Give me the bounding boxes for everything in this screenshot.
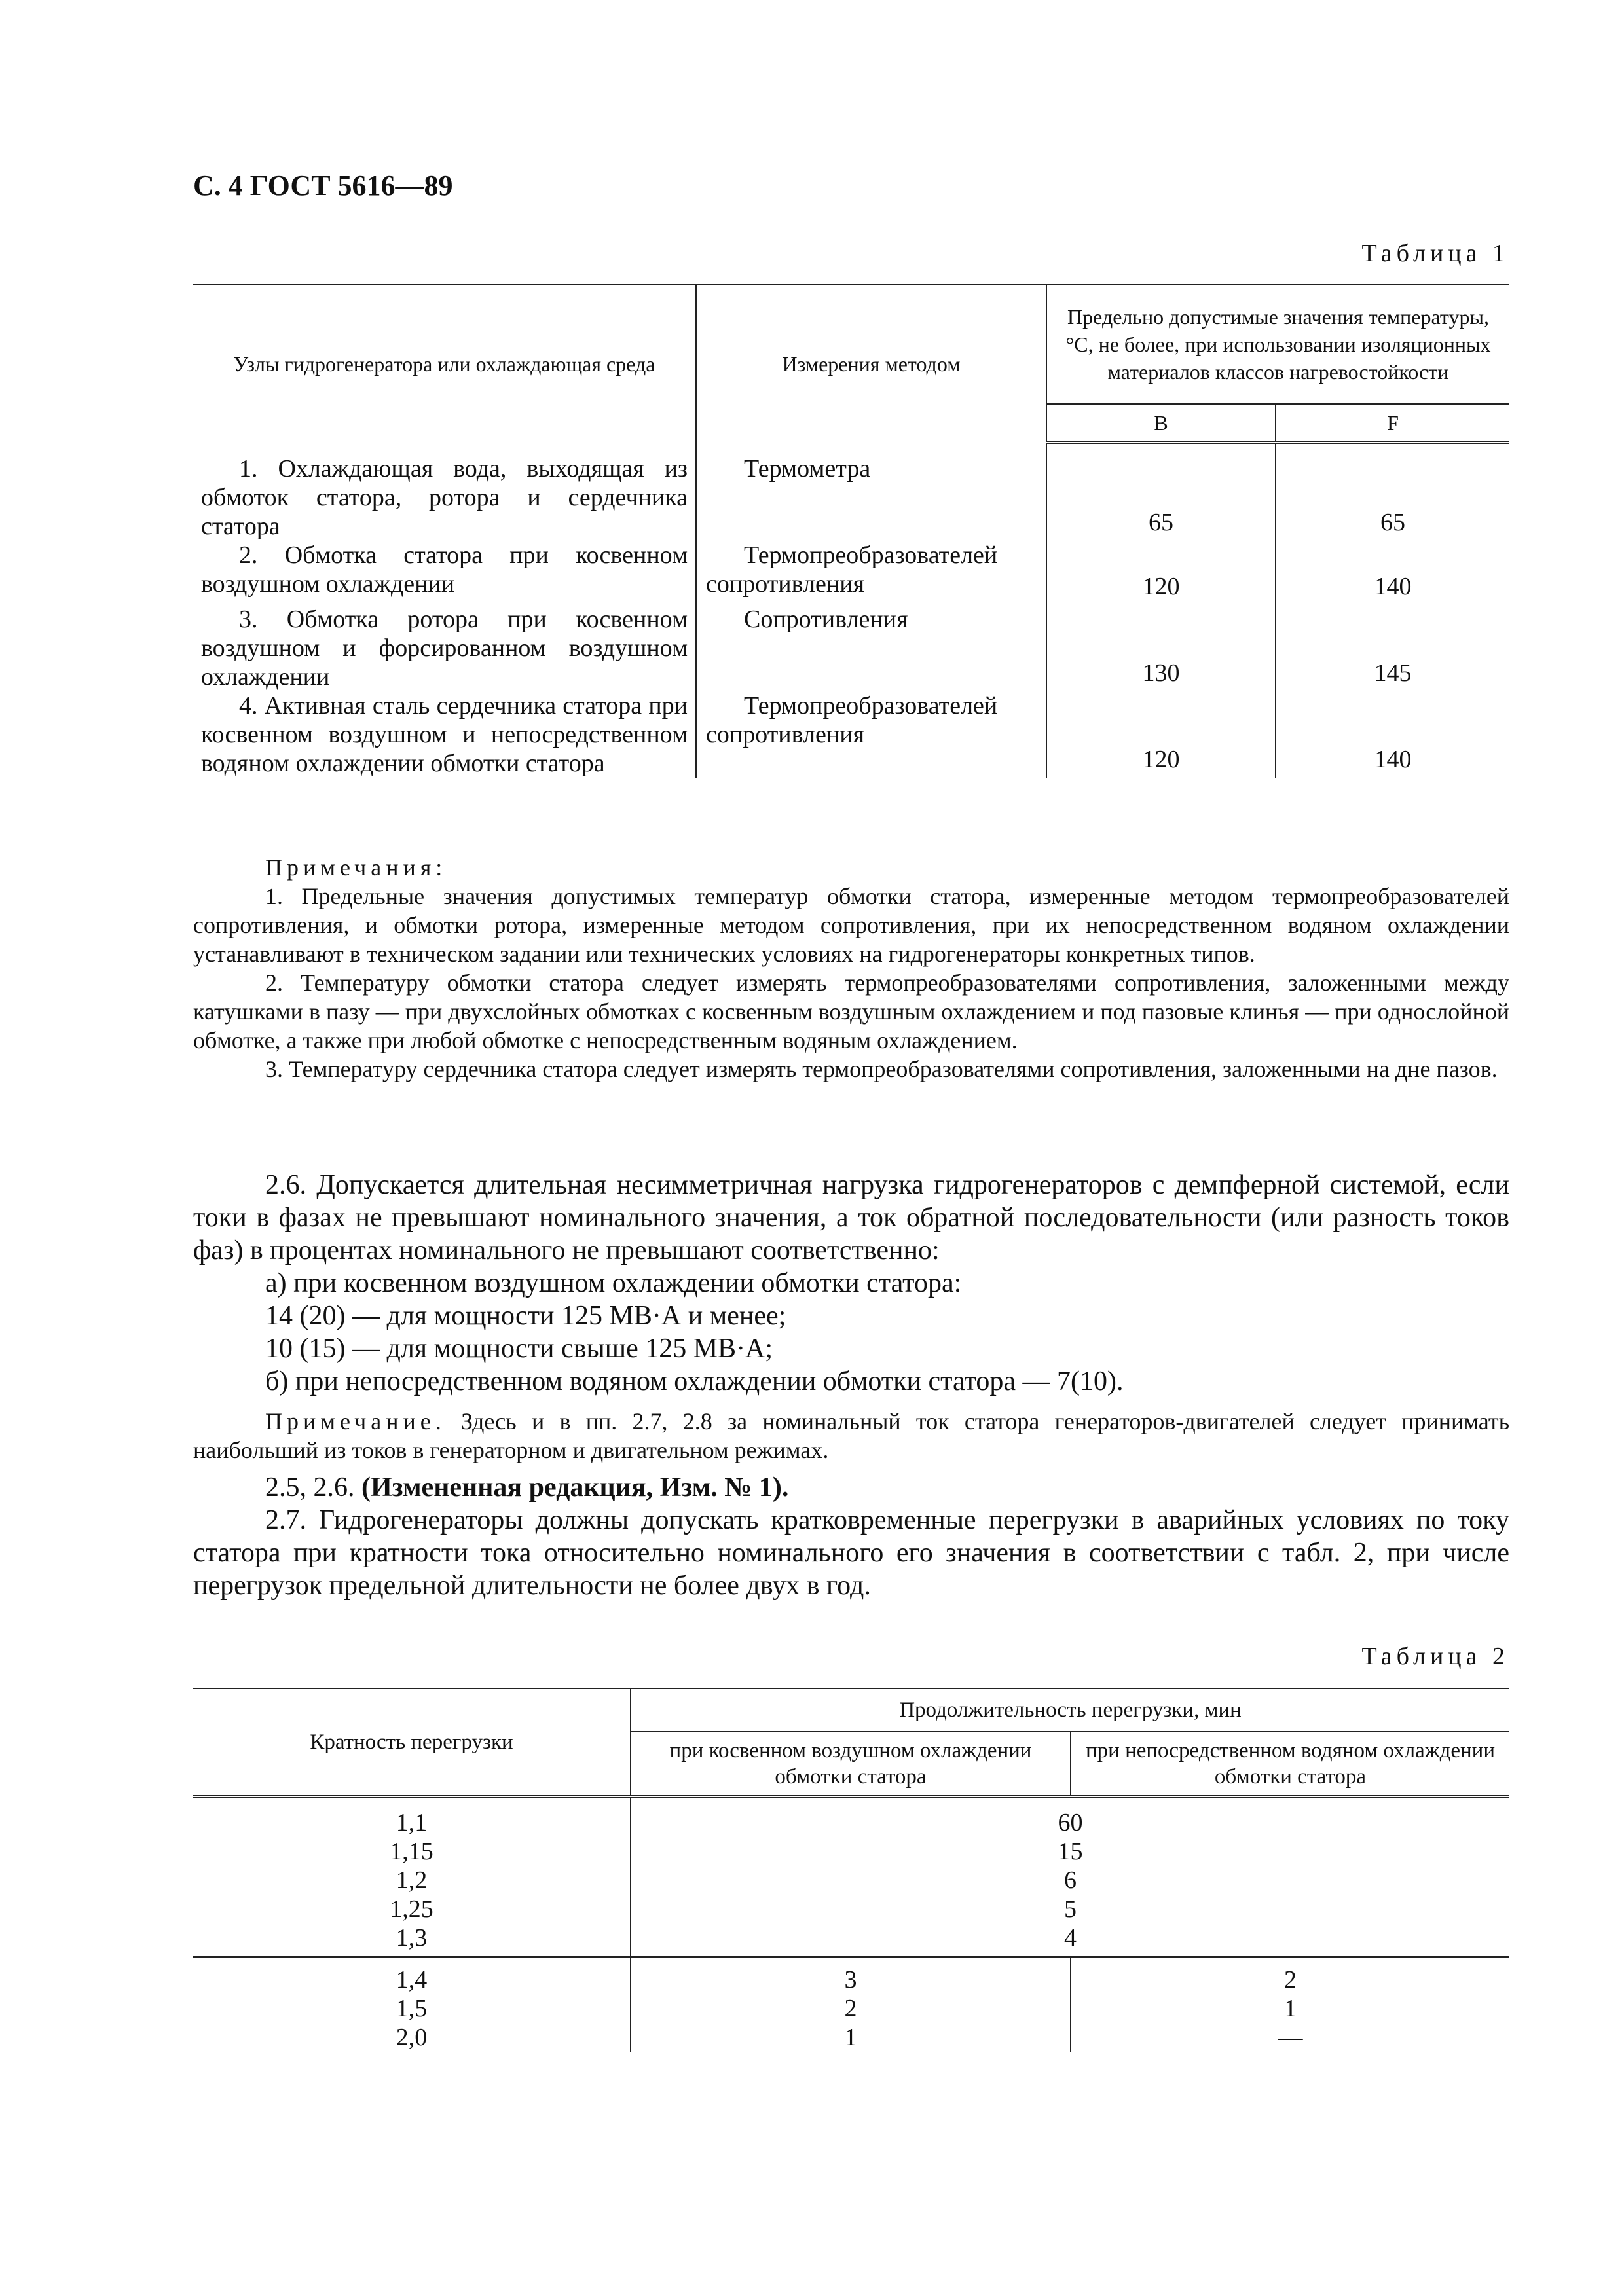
t1-b: 130 [1046,605,1276,691]
edit-note [193,1471,1509,1504]
ratio-value: 1,2 [396,1867,428,1894]
t1-b: 65 [1046,443,1276,541]
notes-heading: Примечания: [265,854,447,881]
t1-method: Сопротивления [696,605,1046,691]
paragraph: 2.7. Гидрогенераторы должны допускать кратковременные перегрузки в аварийных условиях по току статора при кратности тока относительно номинального его значения в соответствии с табл. 2, при числе перегрузок предельной длительности не более двух в год. [193,1505,1509,1601]
t1-header-b: B [1046,404,1276,443]
note-text: Здесь и в пп. 2.7, 2.8 за номинальный ток статора генераторов-двигателей следует принимать наибольший из токов в генераторном и двигательном режимах. [193,1408,1509,1463]
t1-node: 1. Охлаждающая вода, выходящая из обмоток статора, ротора и сердечника статора [201,455,688,540]
t1-method: Термопреобразователей сопротивления [696,691,1046,778]
t1-b: 120 [1046,541,1276,605]
t1-header-node: Узлы гидрогенератора или охлаждающая среда [193,285,696,443]
duration-value: 5 [1064,1895,1077,1923]
t1-header-limit: Предельно допустимые значения температуры, °С, не более, при использовании изоляционных материалов классов нагревостойкости [1046,285,1509,404]
duration-value: 6 [1064,1867,1077,1894]
note-item: 2. Температуру обмотки статора следует измерять термопреобразователями сопротивления, заложенными между катушками в пазу — при двухслойных обмотках с косвенным воздушным охлаждением и под пазовые клинья — при однослойной обмотке, а также при любой обмотке с непосредственным водяным охлаждением. [193,970,1509,1053]
ratio-value: 1,3 [396,1924,428,1952]
ratio-value: 1,25 [390,1895,433,1923]
edit-prefix: 2.5, 2.6. [265,1472,361,1503]
t2-header-ratio: Кратность перегрузки [193,1688,631,1796]
t1-node: 2. Обмотка статора при косвенном воздушном охлаждении [201,541,688,598]
duration-value: 1 [844,2024,857,2051]
note-label: Примечание. [265,1408,446,1434]
t1-method: Термопреобразователей сопротивления [696,541,1046,605]
table1-notes [193,853,1509,1084]
t2-header-indirect: при косвенном воздушном охлаждении обмотки статора [631,1732,1071,1796]
ratio-value: 1,4 [396,1966,428,1994]
t1-method: Термометра [696,443,1046,541]
table-row [193,691,1509,778]
duration-value: 60 [1058,1809,1083,1836]
duration-value: 15 [1058,1838,1083,1865]
table2-caption: Таблица 2 [1361,1643,1509,1670]
ratio-value: 2,0 [396,2024,428,2051]
duration-value: 1 [1284,1995,1297,2022]
t2-ratios-group1 [193,1796,631,1957]
t2-direct-group2 [1071,1957,1509,2052]
duration-value: 4 [1064,1924,1077,1952]
edit-bold: (Измененная редакция, Изм. № 1). [361,1472,789,1503]
duration-value: 3 [844,1966,857,1994]
t2-header-duration: Продолжительность перегрузки, мин [631,1688,1509,1732]
table-row [193,1957,1509,2052]
t1-b: 120 [1046,691,1276,778]
ratio-value: 1,15 [390,1838,433,1865]
list-item: 10 (15) — для мощности свыше 125 МВ·А; [265,1334,773,1364]
table-row [193,605,1509,691]
table1 [193,284,1509,778]
table-row [193,1796,1509,1957]
t2-header-direct: при непосредственном водяном охлаждении обмотки статора [1071,1732,1509,1796]
ratio-value: 1,5 [396,1995,428,2022]
duration-value: — [1278,2024,1303,2051]
list-item: а) при косвенном воздушном охлаждении обмотки статора: [265,1268,962,1298]
t1-f: 140 [1276,691,1509,778]
t1-f: 140 [1276,541,1509,605]
duration-value: 2 [844,1995,857,2022]
t1-f: 65 [1276,443,1509,541]
page-header: С. 4 ГОСТ 5616—89 [193,170,453,202]
note-item: 3. Температуру сердечника статора следует измерять термопреобразователями сопротивления, заложенными на дне пазов. [265,1056,1498,1082]
t2-values-group1 [631,1796,1509,1957]
table1-caption: Таблица 1 [1361,240,1509,267]
t1-header-method: Измерения методом [696,285,1046,443]
note-item: 1. Предельные значения допустимых температур обмотки статора, измеренные методом термопреобразователей сопротивления, и обмотки ротора, измеренные методом сопротивления, при их непосредственном водяном охлаждении устанавливают в техническом задании или технических условиях на гидрогенераторы конкретных типов. [193,883,1509,967]
t2-ratios-group2 [193,1957,631,2052]
list-item: б) при непосредственном водяном охлаждении обмотки статора — 7(10). [265,1366,1124,1396]
t1-header-f: F [1276,404,1509,443]
table2 [193,1688,1509,2052]
note-paragraph [193,1407,1509,1465]
paragraph: 2.6. Допускается длительная несимметричная нагрузка гидрогенераторов с демпферной системой, если токи в фазах не превышают номинального значения, а ток обратной последовательности (или разность токов фаз) в процентах номинального не превышают соответственно: [193,1170,1509,1266]
section-2-6 [193,1169,1509,1602]
table-row [193,541,1509,605]
t2-indirect-group2 [631,1957,1071,2052]
t1-node: 3. Обмотка ротора при косвенном воздушном и форсированном воздушном охлаждении [201,606,688,691]
list-item: 14 (20) — для мощности 125 МВ·А и менее; [265,1301,786,1331]
table-row [193,443,1509,541]
duration-value: 2 [1284,1966,1297,1994]
ratio-value: 1,1 [396,1809,428,1836]
t1-node: 4. Активная сталь сердечника статора при косвенном воздушном и непосредственном водяном охлаждении обмотки статора [201,692,688,777]
t1-f: 145 [1276,605,1509,691]
